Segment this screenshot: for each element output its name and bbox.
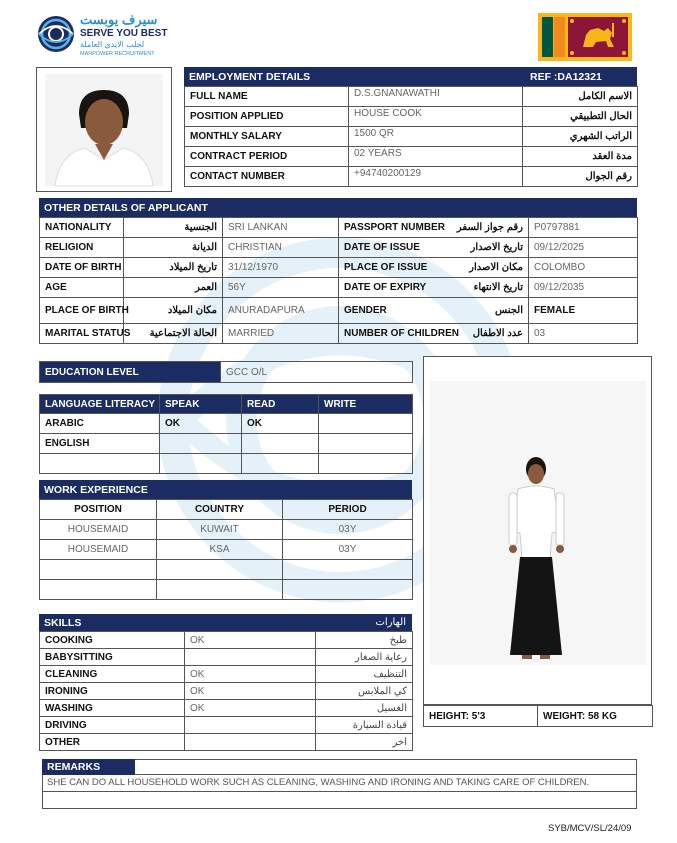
- detail-value: CHRISTIAN: [223, 238, 339, 258]
- detail-value: 56Y: [223, 278, 339, 298]
- detail-label: NATIONALITY: [40, 218, 124, 238]
- skill-row: [40, 700, 413, 717]
- other-details-row: [40, 238, 638, 258]
- other-details-header: OTHER DETAILS OF APPLICANT: [39, 198, 637, 217]
- detail-value-2: COLOMBO: [529, 258, 638, 278]
- work-experience-header: WORK EXPERIENCE: [39, 480, 412, 499]
- detail-label: MARITAL STATUS: [40, 324, 124, 344]
- remarks-blank-row: [42, 792, 637, 809]
- skill-name: WASHING: [40, 700, 185, 717]
- skill-name-ar: قيادة السيارة: [316, 717, 413, 734]
- employment-details-table: [184, 86, 638, 187]
- employment-row: [185, 107, 638, 127]
- detail-label-ar: تاريخ الميلاد: [124, 258, 223, 278]
- work-cell: [40, 560, 157, 580]
- detail-value-2: P0797881: [529, 218, 638, 238]
- other-details-table: [39, 217, 638, 344]
- language-header-cell: SPEAK: [160, 395, 242, 414]
- brand-name-en: SERVE YOU BEST: [80, 28, 168, 39]
- detail-value: ANURADAPURA: [223, 298, 339, 324]
- employment-label: CONTACT NUMBER: [185, 167, 349, 187]
- employment-row: [185, 127, 638, 147]
- language-cell: ARABIC: [40, 414, 160, 434]
- skill-name: COOKING: [40, 632, 185, 649]
- detail-label-ar-2: تاريخ الاصدار: [439, 238, 529, 258]
- detail-label-ar: العمر: [124, 278, 223, 298]
- detail-label-ar-2: مكان الاصدار: [439, 258, 529, 278]
- skill-name-ar: طبخ: [316, 632, 413, 649]
- document-code: SYB/MCV/SL/24/09: [548, 823, 632, 834]
- employment-label-ar: مدة العقد: [523, 147, 638, 167]
- employment-row: [185, 147, 638, 167]
- skill-row: [40, 683, 413, 700]
- full-body-photo-frame: [423, 356, 652, 705]
- employment-value: HOUSE COOK: [349, 107, 523, 127]
- skill-name-ar: كي الملابس: [316, 683, 413, 700]
- language-cell: ENGLISH: [40, 434, 160, 454]
- work-header-cell: COUNTRY: [157, 500, 283, 520]
- detail-label-2: PASSPORT NUMBER: [339, 218, 439, 238]
- detail-value: SRI LANKAN: [223, 218, 339, 238]
- detail-value-2: FEMALE: [529, 298, 638, 324]
- skill-row: [40, 734, 413, 751]
- language-header-cell: LANGUAGE LITERACY: [40, 395, 160, 414]
- detail-label-ar: الجنسية: [124, 218, 223, 238]
- skill-name: CLEANING: [40, 666, 185, 683]
- language-cell: [160, 454, 242, 474]
- employment-label-ar: الاسم الكامل: [523, 87, 638, 107]
- sri-lanka-flag-icon: [538, 13, 632, 61]
- detail-value: MARRIED: [223, 324, 339, 344]
- language-cell: [242, 434, 319, 454]
- detail-label-2: PLACE OF ISSUE: [339, 258, 439, 278]
- body-stats-table: [423, 705, 653, 727]
- work-cell: [157, 580, 283, 600]
- skills-header: SKILLS: [39, 614, 245, 631]
- logo-globe-icon: [36, 14, 76, 54]
- other-details-row: [40, 324, 638, 344]
- work-cell: KUWAIT: [157, 520, 283, 540]
- language-cell: [242, 454, 319, 474]
- employment-value: +94740200129: [349, 167, 523, 187]
- detail-label-ar: مكان الميلاد: [124, 298, 223, 324]
- skill-row: [40, 649, 413, 666]
- work-header-cell: PERIOD: [283, 500, 413, 520]
- education-label: EDUCATION LEVEL: [40, 362, 221, 383]
- detail-label-ar-2: الجنس: [439, 298, 529, 324]
- language-cell: [160, 434, 242, 454]
- passport-photo-icon: [45, 74, 163, 186]
- other-details-row: [40, 218, 638, 238]
- work-row: [40, 520, 413, 540]
- company-logo: [36, 14, 196, 60]
- work-header-cell: POSITION: [40, 500, 157, 520]
- detail-label: RELIGION: [40, 238, 124, 258]
- employment-label: FULL NAME: [185, 87, 349, 107]
- language-table: [39, 394, 413, 474]
- language-cell: [319, 434, 413, 454]
- remarks-header: REMARKS: [42, 759, 135, 775]
- employment-row: [185, 167, 638, 187]
- work-cell: [283, 580, 413, 600]
- skill-row: [40, 717, 413, 734]
- detail-label-ar: الديانة: [124, 238, 223, 258]
- skill-value: [185, 734, 316, 751]
- language-header-cell: WRITE: [319, 395, 413, 414]
- reference-number: REF :DA12321: [525, 67, 637, 86]
- language-row: [40, 434, 413, 454]
- employment-label-ar: رقم الجوال: [523, 167, 638, 187]
- work-cell: [40, 580, 157, 600]
- language-cell: [319, 454, 413, 474]
- employment-details-header: EMPLOYMENT DETAILS: [184, 67, 525, 86]
- employment-row: [185, 87, 638, 107]
- skill-value: OK: [185, 666, 316, 683]
- language-cell: [319, 414, 413, 434]
- employment-value: 02 YEARS: [349, 147, 523, 167]
- skill-name: OTHER: [40, 734, 185, 751]
- skill-row: [40, 666, 413, 683]
- other-details-row: [40, 258, 638, 278]
- skill-value: OK: [185, 632, 316, 649]
- skill-value: [185, 649, 316, 666]
- detail-label-2: DATE OF ISSUE: [339, 238, 439, 258]
- employment-value: 1500 QR: [349, 127, 523, 147]
- remarks-header-blank: [135, 759, 637, 775]
- detail-label-2: DATE OF EXPIRY: [339, 278, 439, 298]
- brand-tagline-ar: لجلب الايدي العاملة: [80, 40, 145, 49]
- skill-name-ar: الغسيل: [316, 700, 413, 717]
- employment-label: POSITION APPLIED: [185, 107, 349, 127]
- work-cell: 03Y: [283, 540, 413, 560]
- employment-label-ar: الراتب الشهري: [523, 127, 638, 147]
- weight-value: WEIGHT: 58 KG: [538, 706, 653, 727]
- skill-name: IRONING: [40, 683, 185, 700]
- skill-name-ar: رعاية الصغار: [316, 649, 413, 666]
- detail-label-2: GENDER: [339, 298, 439, 324]
- skill-name: DRIVING: [40, 717, 185, 734]
- language-header-cell: READ: [242, 395, 319, 414]
- skill-value: OK: [185, 700, 316, 717]
- detail-label: AGE: [40, 278, 124, 298]
- work-cell: HOUSEMAID: [40, 540, 157, 560]
- detail-label-2: NUMBER OF CHILDREN: [339, 324, 439, 344]
- brand-name-ar: سيرف يوبست: [80, 12, 158, 27]
- other-details-row: [40, 298, 638, 324]
- work-cell: HOUSEMAID: [40, 520, 157, 540]
- detail-value-2: 03: [529, 324, 638, 344]
- skill-value: OK: [185, 683, 316, 700]
- language-cell: OK: [242, 414, 319, 434]
- skill-name-ar: التنظيف: [316, 666, 413, 683]
- language-row: [40, 454, 413, 474]
- education-value: GCC O/L: [221, 362, 413, 383]
- brand-tagline-en: MANPOWER RECRUITMENT: [80, 51, 155, 57]
- detail-label-ar-2: عدد الاطفال: [439, 324, 529, 344]
- detail-value: 31/12/1970: [223, 258, 339, 278]
- language-cell: OK: [160, 414, 242, 434]
- language-cell: [40, 454, 160, 474]
- detail-label-ar-2: تاريخ الانتهاء: [439, 278, 529, 298]
- detail-value-2: 09/12/2035: [529, 278, 638, 298]
- work-experience-table: [39, 499, 413, 600]
- work-row: [40, 580, 413, 600]
- detail-value-2: 09/12/2025: [529, 238, 638, 258]
- passport-photo-frame: [36, 67, 172, 192]
- employment-label: MONTHLY SALARY: [185, 127, 349, 147]
- detail-label: DATE OF BIRTH: [40, 258, 124, 278]
- remarks-text: SHE CAN DO ALL HOUSEHOLD WORK SUCH AS CLEANING, WASHING AND IRONING AND TAKING CARE OF CHILDREN.: [42, 775, 637, 792]
- work-row: [40, 560, 413, 580]
- other-details-row: [40, 278, 638, 298]
- work-cell: KSA: [157, 540, 283, 560]
- skill-name-ar: اخر: [316, 734, 413, 751]
- language-row: [40, 414, 413, 434]
- education-table: [39, 361, 413, 383]
- skill-name: BABYSITTING: [40, 649, 185, 666]
- detail-label-ar-2: رقم جواز السفر: [439, 218, 529, 238]
- employment-label-ar: الحال التطبيقي: [523, 107, 638, 127]
- height-value: HEIGHT: 5'3: [424, 706, 538, 727]
- detail-label: PLACE OF BIRTH: [40, 298, 124, 324]
- employment-label: CONTRACT PERIOD: [185, 147, 349, 167]
- detail-label-ar: الحالة الاجتماعية: [124, 324, 223, 344]
- work-row: [40, 540, 413, 560]
- work-cell: [157, 560, 283, 580]
- employment-value: D.S.GNANAWATHI: [349, 87, 523, 107]
- skills-table: [39, 631, 413, 751]
- skill-row: [40, 632, 413, 649]
- skill-value: [185, 717, 316, 734]
- work-cell: [283, 560, 413, 580]
- skills-header-ar: الهارات: [245, 614, 412, 631]
- full-body-photo-icon: [430, 381, 646, 665]
- work-cell: 03Y: [283, 520, 413, 540]
